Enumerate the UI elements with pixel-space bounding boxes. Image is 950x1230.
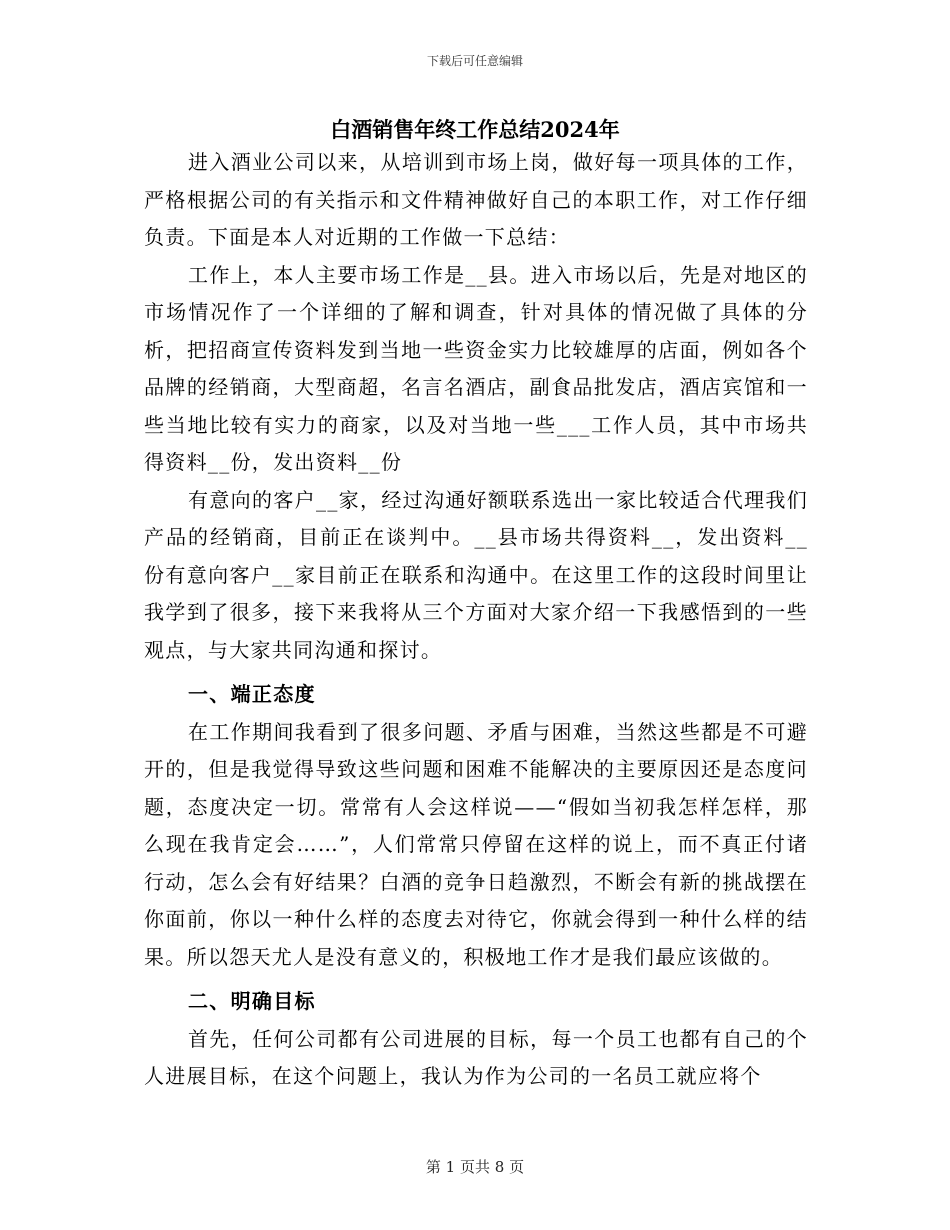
page-footer: 第 1 页共 8 页 (425, 1158, 525, 1176)
paragraph-goals: 首先，任何公司都有公司进展的目标，每一个员工也都有自己的个人进展目标，在这个问题上，我认为作为公司的一名员工就应将个 (144, 1026, 808, 1088)
paragraph-intro: 进入酒业公司以来，从培训到市场上岗，做好每一项具体的工作，严格根据公司的有关指示和文件精神做好自己的本职工作，对工作仔细负责。下面是本人对近期的工作做一下总结： (144, 150, 808, 249)
paragraph-clients: 有意向的客户__家，经过沟通好额联系选出一家比较适合代理我们产品的经销商，目前正在谈判中。__县市场共得资料__，发出资料__份有意向客户__家目前正在联系和沟通中。在这里工作的这段时间里让我学到了很多，接下来我将从三个方面对大家介绍一下我感悟到的一些观点，与大家共同沟通和探讨。 (144, 487, 808, 662)
section-heading-attitude: 一、端正态度 (188, 682, 316, 706)
document-body (144, 144, 808, 1096)
paragraph-market-work: 工作上，本人主要市场工作是__县。进入市场以后，先是对地区的市场情况作了一个详细的了解和调查，针对具体的情况做了具体的分析，把招商宣传资料发到当地一些资金实力比较雄厚的店面，例如各个品牌的经销商，大型商超，名言名酒店，副食品批发店，酒店宾馆和一些当地比较有实力的商家，以及对当地一些___工作人员，其中市场共得资料__份，发出资料__份 (144, 262, 808, 474)
header-note: 下载后可任意编辑 (426, 54, 523, 68)
document-title: 白酒销售年终工作总结2024年 (330, 117, 620, 142)
paragraph-attitude: 在工作期间我看到了很多问题、矛盾与困难，当然这些都是不可避开的，但是我觉得导致这些问题和困难不能解决的主要原因还是态度问题，态度决定一切。常常有人会这样说——“假如当初我怎样怎样，那么现在我肯定会……”，人们常常只停留在这样的说上，而不真正付诸行动，怎么会有好结果？白酒的竞争日趋激烈，不断会有新的挑战摆在你面前，你以一种什么样的态度去对待它，你就会得到一种什么样的结果。所以怨天尤人是没有意义的，积极地工作才是我们最应该做的。 (144, 719, 808, 969)
section-heading-goals: 二、明确目标 (188, 989, 316, 1013)
